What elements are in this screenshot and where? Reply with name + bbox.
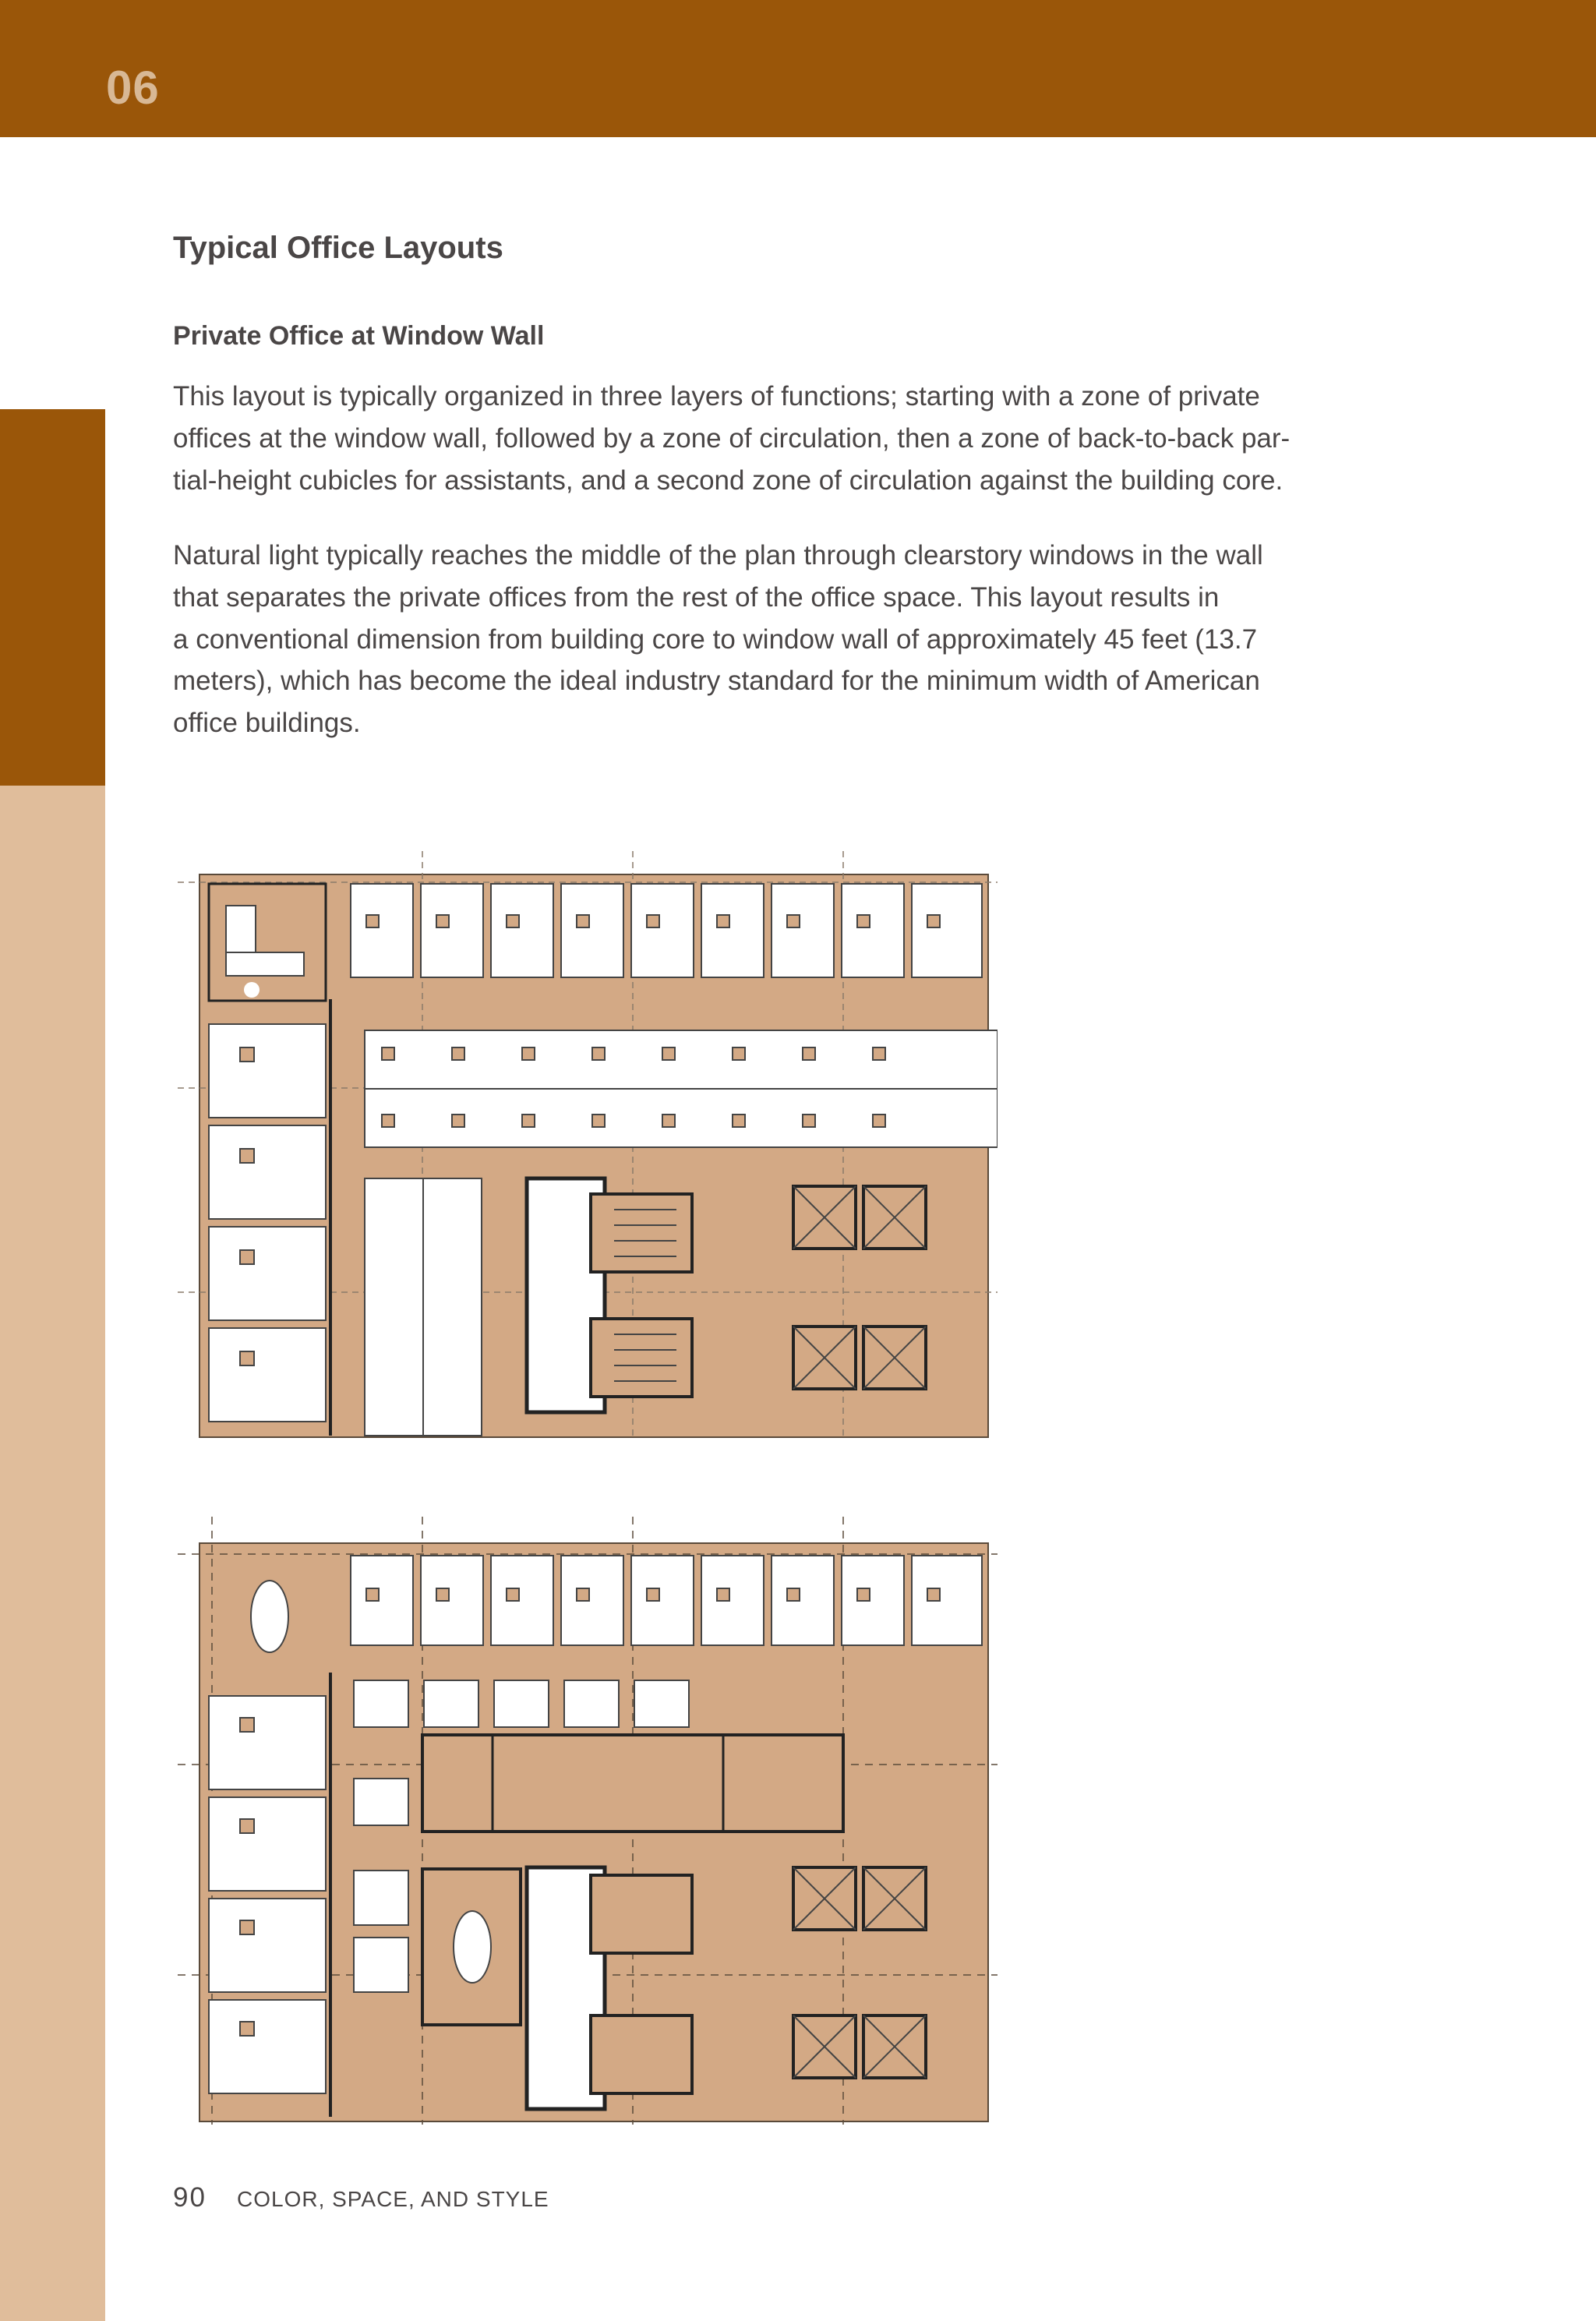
paragraph-line: office buildings. xyxy=(173,708,361,739)
paragraph-line: that separates the private offices from the rest of the office space. This layout results in xyxy=(173,581,1220,613)
page-title: Typical Office Layouts xyxy=(173,231,503,265)
floor-plan-cubicles xyxy=(178,843,998,1440)
window-offices xyxy=(251,1556,982,1652)
paragraph-line: meters), which has become the ideal industry standard for the minimum width of American xyxy=(173,666,1260,697)
sidebar-dark-band xyxy=(0,409,105,786)
paragraph-line: offices at the window wall, followed by a zone of circulation, then a zone of back-to-back par- xyxy=(173,422,1291,454)
paragraph-2 xyxy=(173,535,1482,744)
paragraph-1 xyxy=(173,376,1482,501)
section-subtitle: Private Office at Window Wall xyxy=(173,321,545,351)
chapter-number: 06 xyxy=(106,62,160,114)
paragraph-line: This layout is typically organized in three layers of functions; starting with a zone of private xyxy=(173,381,1260,412)
side-offices xyxy=(209,999,330,1436)
paragraph-line: a conventional dimension from building core to window wall of approximately 45 feet (13.7 xyxy=(173,624,1258,655)
chapter-header-band xyxy=(0,0,1596,137)
conference-table xyxy=(251,1581,288,1652)
floor-plan-workstations xyxy=(178,1517,998,2125)
page-number: 90 xyxy=(173,2182,207,2213)
paragraph-line: Natural light typically reaches the middle of the plan through clearstory windows in the wall xyxy=(173,540,1263,571)
paragraph-line: tial-height cubicles for assistants, and a second zone of circulation against the building core. xyxy=(173,465,1284,496)
running-footer-title: COLOR, SPACE, AND STYLE xyxy=(237,2187,549,2211)
sidebar-light-band xyxy=(0,786,105,2321)
meeting-table xyxy=(454,1911,491,1983)
